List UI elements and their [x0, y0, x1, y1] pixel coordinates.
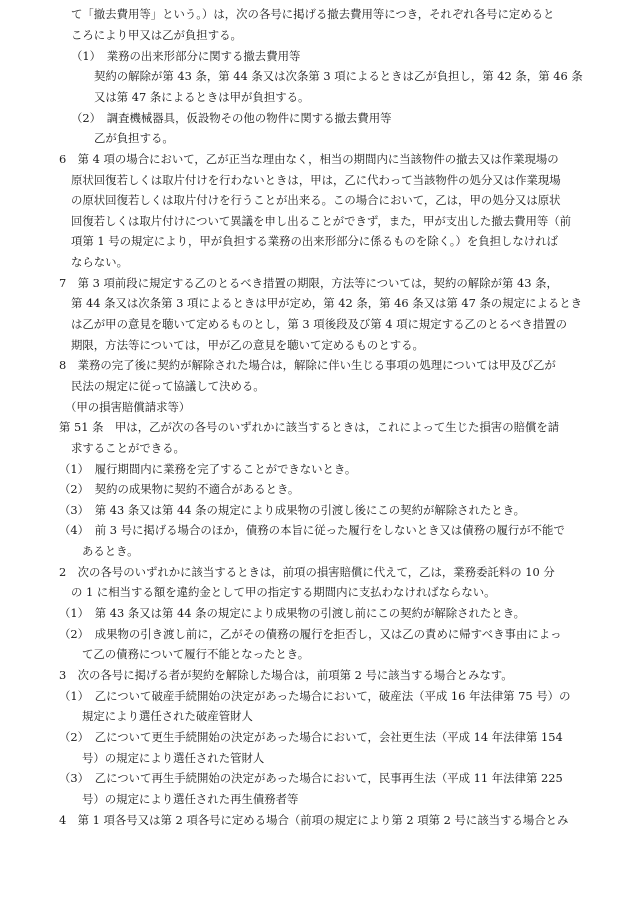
text-line: て乙の債務について履行不能となったとき。	[82, 647, 310, 661]
text-line: 規定により選任された破産管財人	[82, 709, 253, 723]
paragraph-text: 8 業務の完了後に契約が解除された場合は，解除に伴い生じる事項の処理については甲及び乙が	[59, 358, 556, 372]
list-item-text: （2） 成果物の引き渡し前に，乙がその債務の履行を拒否し，又は乙の責めに帰すべき事由によっ	[59, 627, 562, 641]
list-item-text: （1） 第 43 条又は第 44 条の規定により成果物の引渡し前にこの契約が解除されたとき。	[59, 606, 526, 620]
text-line: の原状回復若しくは取片付けを行うことが出来る。この場合において，乙は，甲の処分又は原状	[71, 193, 561, 207]
text-line: 原状回復若しくは取片付けを行わないときは，甲は，乙に代わって当該物件の処分又は作業現場	[71, 173, 561, 187]
paragraph-text: 2 次の各号のいずれかに該当するときは，前項の損害賠償に代えて，乙は，業務委託料の 10 分	[59, 565, 555, 579]
list-item-text: （1） 業務の出来形部分に関する撤去費用等	[71, 49, 301, 63]
text-line: 民法の規定に従って協議して決める。	[71, 379, 265, 393]
list-item-text: （3） 乙について再生手続開始の決定があった場合において，民事再生法（平成 11 年法律第 225	[59, 771, 563, 785]
text-line: は乙が甲の意見を聴いて定めるものとし，第 3 項後段及び第 4 項に規定する乙のとるべき措置の	[71, 317, 567, 331]
text-line: 号）の規定により選任された管財人	[82, 751, 265, 765]
list-item-text: （3） 第 43 条又は第 44 条の規定により成果物の引渡し後にこの契約が解除されたとき。	[59, 503, 526, 517]
text-line: 乙が負担する。	[94, 131, 174, 145]
list-item-text: （2） 契約の成果物に契約不適合があるとき。	[59, 482, 300, 496]
text-line: 項第 1 号の規定により，甲が負担する業務の出来形部分に係るものを除く。）を負担しなければ	[71, 234, 558, 248]
article-caption: （甲の損害賠償請求等）	[65, 400, 191, 414]
paragraph-text: 7 第 3 項前段に規定する乙のとるべき措置の期限，方法等については，契約の解除が第 43 条，	[59, 276, 558, 290]
text-line: あるとき。	[82, 544, 139, 558]
list-item-text: （1） 履行期間内に業務を完了することができないとき。	[59, 462, 357, 476]
text-line: ころにより甲又は乙が負担する。	[71, 28, 242, 42]
text-line: 回復若しくは取片付けについて異議を申し出ることができず，また，甲が支出した撤去費用等（前	[71, 214, 572, 228]
paragraph-text: 4 第 1 項各号又は第 2 項各号に定める場合（前項の規定により第 2 項第 2 号に該当する場合とみ	[59, 813, 569, 827]
text-line: 求することができる。	[71, 441, 185, 455]
list-item-text: （1） 乙について破産手続開始の決定があった場合において，破産法（平成 16 年法律第 75 号）の	[59, 689, 571, 703]
text-line: 契約の解除が第 43 条，第 44 条又は次条第 3 項によるときは乙が負担し，第 42 条，第 46 条	[94, 69, 583, 83]
paragraph-text: 6 第 4 項の場合において，乙が正当な理由なく，相当の期間内に当該物件の撤去又は作業現場の	[59, 152, 559, 166]
list-item-text: （2） 調査機械器具，仮設物その他の物件に関する撤去費用等	[71, 111, 392, 125]
text-line: の 1 に相当する額を違約金として甲の指定する期間内に支払わなければならない。	[71, 585, 496, 599]
text-line: て「撤去費用等」という。）は，次の各号に掲げる撤去費用等につき，それぞれ各号に定めると	[71, 7, 555, 21]
text-line: ならない。	[71, 255, 128, 269]
list-item-text: （2） 乙について更生手続開始の決定があった場合において，会社更生法（平成 14 年法律第 154	[59, 730, 563, 744]
text-line: 期限，方法等については，甲が乙の意見を聴いて定めるものとする。	[71, 338, 424, 352]
list-item-text: （4） 前 3 号に掲げる場合のほか，債務の本旨に従った履行をしないとき又は債務の履行が不能で	[59, 523, 565, 537]
text-line: 又は第 47 条によるときは甲が負担する。	[94, 90, 310, 104]
article-heading: 第 51 条 甲は，乙が次の各号のいずれかに該当するときは，これによって生じた損害の賠償を請	[59, 420, 560, 434]
text-line: 号）の規定により選任された再生債務者等	[82, 792, 299, 806]
paragraph-text: 3 次の各号に掲げる者が契約を解除した場合は，前項第 2 号に該当する場合とみなす。	[59, 668, 513, 682]
text-line: 第 44 条又は次条第 3 項によるときは甲が定め，第 42 条，第 46 条又は第 47 条の規定によるとき	[71, 296, 583, 310]
